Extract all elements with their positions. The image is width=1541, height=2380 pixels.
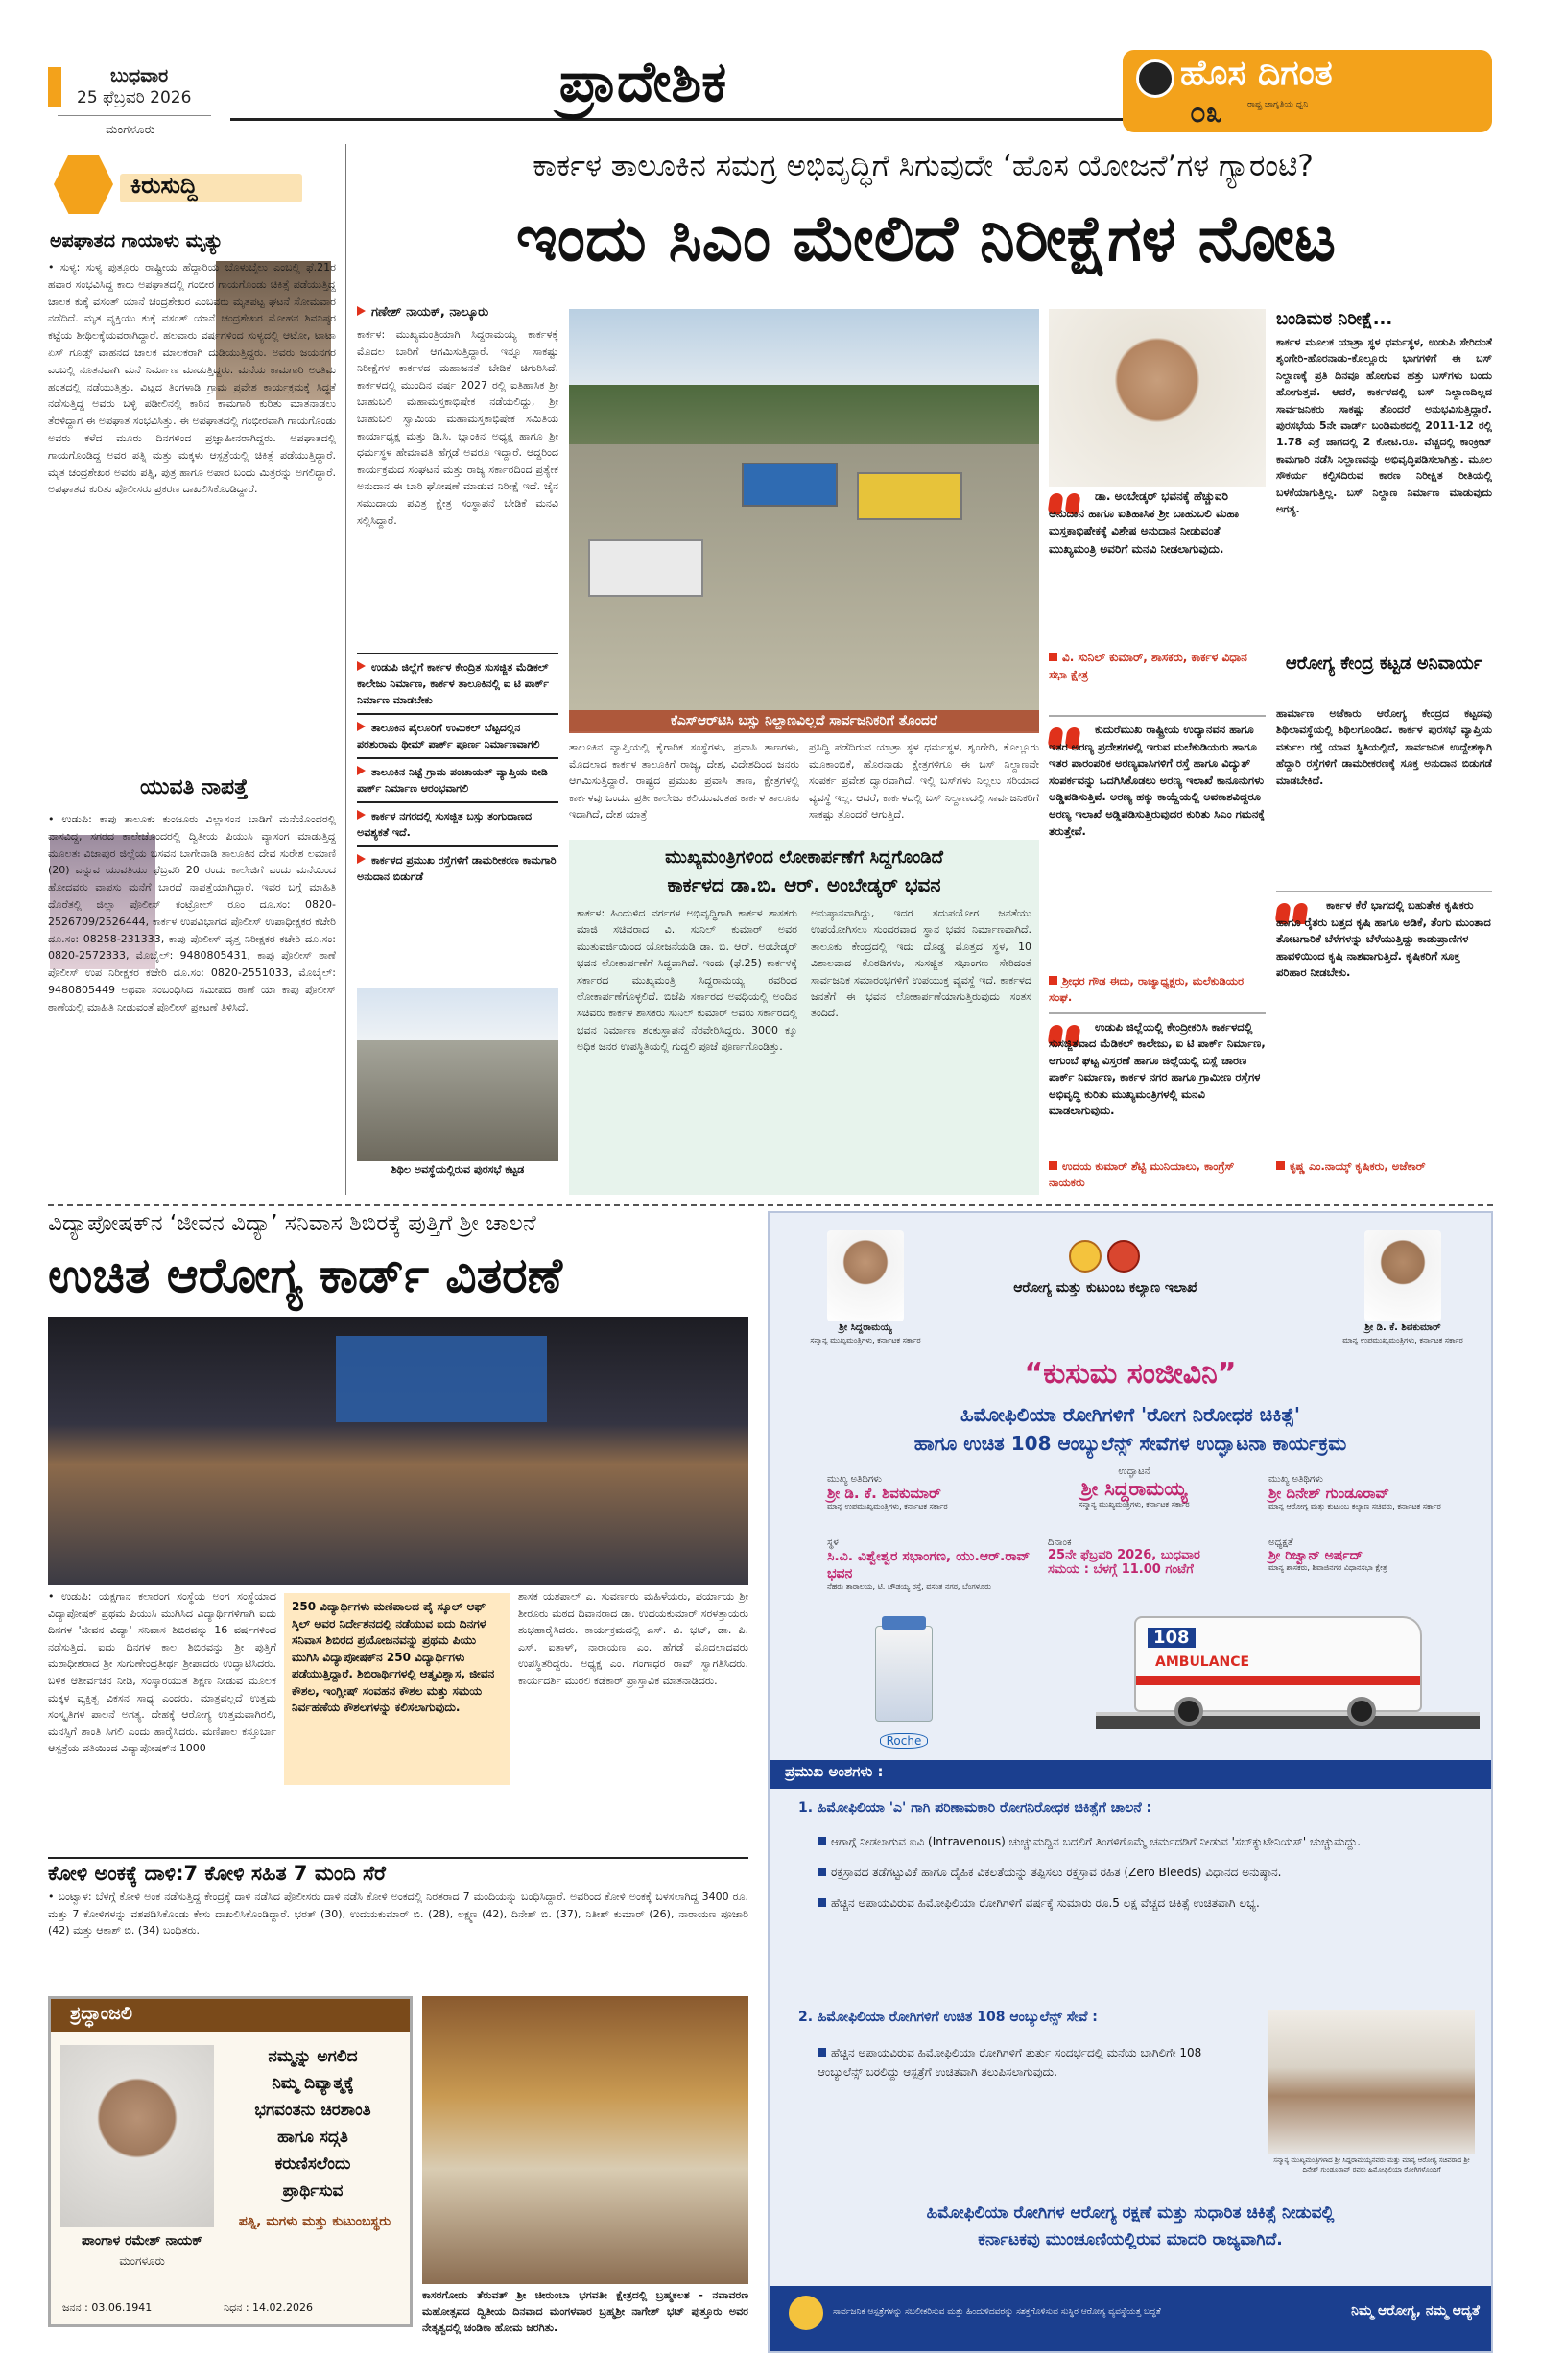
obituary-birth: ಜನನ : 03.06.1941: [62, 2301, 153, 2314]
masthead-rule: [230, 118, 1132, 121]
koli-headline: ಕೋಳಿ ಅಂಕಕ್ಕೆ ದಾಳಿ:7 ಕೋಳಿ ಸಹಿತ 7 ಮಂದಿ ಸೆರೆ: [48, 1862, 386, 1885]
lead-kicker: ಕಾರ್ಕಳ ತಾಲೂಕಿನ ಸಮಗ್ರ ಅಭಿವೃದ್ಧಿಗೆ ಸಿಗುವುದೇ ‘ಹೊಸ ಯೋಜನೆ’ಗಳ ಗ್ಯಾರಂಟಿ?: [533, 149, 1314, 183]
karnataka-emblem-icon: [1069, 1240, 1102, 1273]
ad-bottom-bar: [770, 2286, 1491, 2351]
quote-cm: [1049, 488, 1266, 727]
paper-name: ಹೊಸ ದಿಗಂತ: [1180, 54, 1333, 93]
story2-title: ಯುವತಿ ನಾಪತ್ತೆ: [134, 775, 254, 799]
road-shape: [1096, 1712, 1480, 1729]
temple-ritual-photo: [422, 1996, 748, 2284]
page-number: ೦೩: [1190, 96, 1222, 130]
highlight-1-title: 1. ಹಿಮೋಫಿಲಿಯಾ 'ಎ' ಗಾಗಿ ಪರಿಣಾಮಕಾರಿ ರೋಗನಿರೋಧಕ ಚಿಕಿತ್ಸೆಗೆ ಚಾಲನೆ :: [798, 1800, 1152, 1816]
vidya-box-text: 250 ವಿದ್ಯಾರ್ಥಿಗಳು ಮಣಿಪಾಲದ ಪೈ ಸ್ಕೂಲ್ ಆಫ್ ಸ್ಕಿಲ್ ಅವರ ನಿರ್ದೇಶನದಲ್ಲಿ ನಡೆಯುವ ಐದು ದಿನಗಳ ಸನಿವಾಸ ಶಿಬಿರದ ಪ್ರಯೋಜನವನ್ನು ಪ್ರಥಮ ಪಿಯು ಮುಗಿಸಿ ವಿದ್ಯಾಪೋಷಕ್‌ನ 250 ವಿದ್ಯಾರ್ಥಿಗಳು ಪಡೆಯುತ್ತಿದ್ದಾರೆ. ಶಿಬಿರಾರ್ಥಿಗಳಲ್ಲಿ ಆತ್ಮವಿಶ್ವಾಸ, ಜೀವನ ಕೌಶಲ, ಇಂಗ್ಲೀಷ್ ಸಂವಹನ ಕೌಶಲ ಮತ್ತು ಸಮಯ ನಿರ್ವಹಣೆಯ ಕೌಶಲಗಳನ್ನು ಕಲಿಸಲಾಗುವುದು.: [292, 1600, 495, 1714]
venue: [827, 1537, 1038, 1592]
quote-2: [1049, 722, 1266, 1010]
chief-guest-label: ಮುಖ್ಯ ಅತಿಥಿಗಳು: [827, 1474, 882, 1485]
vidya-kicker: ವಿದ್ಯಾಪೋಷಕ್‌ನ ‘ಜೀವನ ವಿದ್ಯಾ’ ಸನಿವಾಸ ಶಿಬಿರಕ್ಕೆ ಪುತ್ತಿಗೆ ಶ್ರೀ ಚಾಲನೆ: [48, 1211, 536, 1236]
bus-shape: [857, 472, 962, 520]
obituary-family: ಪತ್ನಿ, ಮಗಳು ಮತ್ತು ಕುಟುಂಬಸ್ಥರು: [238, 2214, 391, 2229]
story1-body: • ಸುಳ್ಯ: ಸುಳ್ಯ ಪುತ್ತೂರು ರಾಷ್ಟ್ರೀಯ ಹೆದ್ದಾರಿಯ ಬೊಳುಬೈಲು ಎಂಬಲ್ಲಿ ಫೆ.21ರ ಹವಾರ ಸಂಭವಿಸಿದ್ದ ಕಾರು ಅಪಘಾತದಲ್ಲಿ ಗಂಭೀರ ಗಾಯಗೊಂಡು ಚಿಕಿತ್ಸೆ ಪಡೆಯುತ್ತಿದ್ದ ಚಾಲಕ ಕುಕ್ಕೆ ವಸಂತ್ ಯಾನೆ ಚಂದ್ರಶೇಖರ ಎಂಬವರು ಮೃತಪಟ್ಟ ಘಟನೆ ಸೋಮವಾರ ನಡೆದಿದೆ. ಮೃತ ವ್ಯಕ್ತಿಯು ಕುಕ್ಕೆ ವಸಂತ್ ಯಾನೆ ಚಂದ್ರಶೇಖರ ಮೋಹನ ಶಿವನಿಷ್ಠರ ಕಟ್ಟೆಯ ಶೀಥಿಲಕ್ಕೆಯವರಾಗಿದ್ದಾರೆ. ಹಲವಾರು ವರ್ಷಗಳಿಂದ ಸುಳ್ಯದಲ್ಲಿ ಆಟೋ, ಟಾಟಾ ಏಸ್ ಗೂಡ್ಸ್ ವಾಹನದ ಚಾಲಕ ಮಾಲಕರಾಗಿ ದುಡಿಯುತ್ತಿದ್ದರು. ಅವರು ಜಯನಗರ ಎಂಬಲ್ಲಿ ನೂತನವಾಗಿ ಮನೆ ನಿರ್ಮಾಣ ಮಾಡುತ್ತಿದ್ದರು. ಮನೆಯ ಕಾಮಗಾರಿ ಅಂತಿಮ ಹಂತದಲ್ಲಿ ನಡೆಯುತ್ತಿತ್ತು. ವಿಟ್ಲದ ತಿಂಗಳಾಡಿ ಗ್ರಾಮ ಪ್ರವೇಶ ಕಾರ್ಯಕ್ರಮಕ್ಕೆ ಸಿದ್ಧತೆ ನಡೆಸುತ್ತಿದ್ದ ಅವರು ಬಳ್ಳಿ ಪಡೀಲಿನಲ್ಲಿ ಕಾರಿನ ಕಾಮಗಾರಿ ಕುರಿತು ಮಾತನಾಡಲು ತೆರಳಿದ್ದಾಗ ಈ ಅಪಘಾತ ಸಂಭವಿಸಿತ್ತು. ಈ ಅಪಘಾತದಲ್ಲಿ ಗಂಭೀರವಾಗಿ ಗಾಯಗೊಂಡು ಅವರು ಕಳೆದ ಮೂರು ದಿನಗಳಿಂದ ಪ್ರಜ್ಞಾಹೀನರಾಗಿದ್ದರು. ಅಪಘಾತದಲ್ಲಿ ಗಾಯಗೊಂಡಿದ್ದ ಅವರ ಪತ್ನಿ ಮತ್ತು ಮಕ್ಕಳು ಆಸ್ಪತ್ರೆಯಲ್ಲಿ ಚಿಕಿತ್ಸೆ ಪಡೆಯುತ್ತಿದ್ದಾರೆ. ಮೃತ ಚಂದ್ರಶೇಖರ ಅವರು ಪತ್ನಿ, ಪುತ್ರ ಹಾಗೂ ಅಪಾರ ಬಂಧು ಮಿತ್ರರನ್ನು ಅಗಲಿದ್ದಾರೆ. ಅಪಘಾತದ ಕುರಿತು ಪೊಲೀಸರು ಪ್ರಕರಣ ದಾಖಲಿಸಿಕೊಂಡಿದ್ದಾರೆ.: [48, 261, 336, 496]
bus-caption: ಕೆಎಸ್‌ಆರ್‌ಟಿಸಿ ಬಸ್ಸು ನಿಲ್ದಾಣವಿಲ್ಲದೆ ಸಾರ್ವಜನಿಕರಿಗೆ ತೊಂದರೆ: [671, 713, 937, 728]
vidya-box: [284, 1593, 510, 1785]
ambulance-label: AMBULANCE: [1155, 1654, 1250, 1670]
inaug-title: ಸನ್ಮಾನ್ಯ ಮುಖ್ಯಮಂತ್ರಿಗಳು, ಕರ್ನಾಟಕ ಸರ್ಕಾರ: [1079, 1500, 1190, 1509]
story2-body: • ಉಡುಪಿ: ಕಾಪು ತಾಲೂಕು ಕುಂಜೂರು ವಿಲ್ಲಾಸಂನ ಬಾಡಿಗೆ ಮನೆಯೊಂದರಲ್ಲಿ ವಾಸವಿದ್ದ, ಸಗರದ ಕಾಲೇಜೊಂದರಲ್ಲಿ ದ್ವಿತೀಯ ಪಿಯುಸಿ ವ್ಯಾಸಂಗ ಮಾಡುತ್ತಿದ್ದ ಮೂಲತಃ ವಿಜಾಪುರ ಜಿಲ್ಲೆಯ ಬಸವನ ಬಾಗೇವಾಡಿ ತಾಲೂಕಿನ ದೇವ ಸುರೇಶ ಲಮಾಣಿ (20) ಎನ್ನುವ ಯುವತಿಯು ಫೆಬ್ರವರಿ 20 ರಂದು ಕಾಲೇಜಿಗೆ ಎಂದು ಮನೆಯಿಂದ ಹೋದವರು ವಾಪಸು ಮನೆಗೆ ಬಾರದೆ ನಾಪತ್ತೆಯಾಗಿದ್ದಾರೆ. ಇವರ ಬಗ್ಗೆ ಮಾಹಿತಿ ದೊರೆತಲ್ಲಿ ಜಿಲ್ಲಾ ಪೊಲೀಸ್ ಕಂಟ್ರೋಲ್ ರೂಂ ದೂ.ಸಂ: 0820-2526709/2526444, ಕಾರ್ಕಳ ಉಪವಿಭಾಗದ ಪೊಲೀಸ್ ಉಪಾಧೀಕ್ಷಕರ ಕಚೇರಿ ದೂ.ಸಂ: 08258-231333, ಕಾಪು ಪೊಲೀಸ್ ವೃತ್ತ ನಿರೀಕ್ಷಕರ ಕಚೇರಿ ದೂ.ಸಂ: 0820-2572333, ಮೊಬೈಲ್: 9480805431, ಕಾಪು ಪೊಲೀಸ್ ಠಾಣೆ ಪೊಲೀಸ್ ಉಪ ನಿರೀಕ್ಷಕರ ಕಚೇರಿ ದೂ.ಸಂ: 0820-2551033, ಮೊಬೈಲ್: 9480805449 ಅಥವಾ ಸಂಬಂಧಿಸಿದ ಸಮೀಪದ ಠಾಣೆ ಯಾ ಕಾಪು ಪೊಲೀಸ್ ಠಾಣೆಯಲ್ಲಿ ಮಾಹಿತಿ ನೀಡುವಂತೆ ಪೊಲೀಸ್ ಪ್ರಕಟಣೆ ತಿಳಿಸಿದೆ.: [48, 813, 336, 1013]
bus-shape: [588, 539, 703, 597]
cm-portrait-photo: [1049, 309, 1266, 487]
highlight-point: ಆಗಾಗ್ಗೆ ನೀಡಲಾಗುವ ಐವಿ (Intravenous) ಚುಚ್ಚುಮದ್ದಿನ ಬದಲಿಗೆ ತಿಂಗಳಿಗೊಮ್ಮೆ ಚರ್ಮದಡಿಗೆ ನೀಡುವ 'ಸಬ್‌ಕ್ಯುಟೇನಿಯಸ್' ಚುಚ್ಚುಮದ್ದು.: [818, 1832, 1451, 1851]
chief-guest-1: [827, 1474, 1038, 1511]
hand-icon: [54, 155, 113, 214]
health-dept-emblem-icon: [1107, 1240, 1140, 1273]
section-divider: [48, 1204, 1493, 1206]
lead-col2: ತಾಲೂಕಿನ ವ್ಯಾಪ್ತಿಯಲ್ಲಿ ಕೈಗಾರಿಕ ಸಂಸ್ಥೆಗಳು, ಪ್ರವಾಸಿ ತಾಣಗಳು, ಮೊದಲಾದ ಕಾರ್ಕಳ ತಾಲೂಕಿಗೆ ರಾಜ್ಯ, ದೇಶ, ವಿದೇಶದಿಂದ ಜನರು ಆಗಮಿಸುತ್ತಿದ್ದಾರೆ. ರಾಷ್ಟ್ರದ ಪ್ರಮುಖ ಪ್ರವಾಸಿ ತಾಣ, ಕ್ಷೇತ್ರಗಳಲ್ಲಿ ಕಾರ್ಕಳವು ಒಂದು. ಪ್ರತೀ ಕಾಲೇಜು ಕಲಿಯುವಂತಹ ಕಾರ್ಕಳ ತಾಲೂಕು ಇದಾಗಿದೆ, ದೇಶ ಯಾತ್ರೆ: [569, 741, 799, 821]
byline-arrow-icon: [357, 306, 366, 316]
ad-subtitle2: ಹಾಗೂ ಉಚಿತ 108 ಆಂಬ್ಯುಲೆನ್ಸ್ ಸೇವೆಗಳ ಉದ್ಘಾಟನಾ ಕಾರ್ಯಕ್ರಮ: [913, 1432, 1347, 1455]
vial-brand: Roche: [880, 1733, 928, 1749]
right-col-body2: ಹಾರ್ಮಾಣ ಅಜೆಕಾರು ಆರೋಗ್ಯ ಕೇಂದ್ರದ ಕಟ್ಟಡವು ಶಿಥಿಲಾವಸ್ಥೆಯಲ್ಲಿ ಶಿಥಿಲಗೊಂಡಿದೆ. ಕಾರ್ಕಳ ಪುರಸಭೆ ವ್ಯಾಪ್ತಿಯ ವರ್ತುಲ ರಸ್ತೆ ಯಾವ ಸ್ಥಿತಿಯಲ್ಲಿದೆ, ಸಾರ್ವಜನಿಕ ಉದ್ದೇಶಕ್ಕಾಗಿ ಹೆದ್ದಾರಿ ರಸ್ತೆಗಳಿಗೆ ಡಾಮರೀಕರಣಕ್ಕೆ ಸೂಕ್ತ ಅನುದಾನ ಬಿಡುಗಡೆ ಮಾಡಬೇಕಿದೆ.: [1276, 707, 1492, 787]
demand-item: ಕಾರ್ಕಳದ ಪ್ರಮುಖ ರಸ್ತೆಗಳಿಗೆ ಡಾಮರೀಕರಣ ಕಾಮಗಾರಿ ಅನುದಾನ ಬಿಡುಗಡೆ: [357, 845, 558, 890]
orange-tab: [48, 67, 61, 107]
building-photo: [357, 988, 558, 1161]
ad-footer-2: ಕರ್ನಾಟಕವು ಮುಂಚೂಣಿಯಲ್ಲಿರುವ ಮಾದರಿ ರಾಜ್ಯವಾಗಿದೆ.: [978, 2230, 1283, 2249]
issue-date: 25 ಫೆಬ್ರವರಿ 2026: [77, 88, 192, 107]
ad-leaders-photo: [1268, 2010, 1475, 2154]
ambedkar-col1: ಕಾರ್ಕಳ: ಹಿಂದುಳಿದ ವರ್ಗಗಳ ಅಭಿವೃದ್ಧಿಗಾಗಿ ಕಾರ್ಕಳ ಶಾಸಕರು ಮಾಜಿ ಸಚಿವರಾದ ವಿ. ಸುನಿಲ್ ಕುಮಾರ್ ಅವರ ಮುತುವರ್ಜಿಯಿಂದ ಯೋಜನೆಯಡಿ ಡಾ. ಬಿ. ಆರ್. ಅಂಬೇಡ್ಕರ್ ಭವನ ಲೋಕಾರ್ಪಣೆಗೆ ಸಿದ್ಧವಾಗಿದೆ. ಇಂದು (ಫೆ.25) ಕಾರ್ಕಳಕ್ಕೆ ಸರ್ಕಾರದ ಮುಖ್ಯಮಂತ್ರಿ ಸಿದ್ದರಾಮಯ್ಯ ರವರಿಂದ ಲೋಕಾರ್ಪಣೆಗೊಳ್ಳಲಿದೆ. ಬಿಜೆಪಿ ಸರ್ಕಾರದ ಅವಧಿಯಲ್ಲಿ ಅಂದಿನ ಸಚಿವರು ಕಾರ್ಕಳ ಶಾಸಕರು ಸುನಿಲ್ ಕುಮಾರ್ ಅವರು ಸರ್ಕಾರದಲ್ಲಿ ಭವನ ನಿರ್ಮಾಣ ಶಂಕುಸ್ಥಾಪನೆ ನೆರವೇರಿಸಿದ್ದರು. 3000 ಕ್ಕೂ ಅಧಿಕ ಜನರ ಉಪಸ್ಥಿತಿಯಲ್ಲಿ ಗುದ್ದಲಿ ಪೂಜೆ ಪೂರ್ಣಗೊಂಡಿತ್ತು.: [577, 907, 797, 1054]
chief-guest-2: [1268, 1474, 1480, 1511]
ad-footer-1: ಹಿಮೋಫಿಲಿಯಾ ರೋಗಿಗಳ ಆರೋಗ್ಯ ರಕ್ಷಣೆ ಮತ್ತು ಸುಧಾರಿತ ಚಿಕಿತ್ಸೆ ನೀಡುವಲ್ಲಿ: [926, 2203, 1335, 2223]
byline-text: ಗಣೇಶ್ ನಾಯಕ್, ನಾಲ್ಕೂರು: [371, 305, 489, 320]
highlight-point: ಹೆಚ್ಚಿನ ಅಪಾಯವಿರುವ ಹಿಮೋಫಿಲಿಯಾ ರೋಗಿಗಳಿಗೆ ವರ್ಷಕ್ಕೆ ಸುಮಾರು ರೂ.5 ಲಕ್ಷ ವೆಚ್ಚದ ಚಿಕಿತ್ಸೆ ಉಚಿತವಾಗಿ ಲಭ್ಯ.: [818, 1893, 1451, 1913]
section-title: ಪ್ರಾದೇಶಿಕ: [558, 49, 727, 114]
ambedkar-col2: ಅನುಷ್ಠಾನವಾಗಿದ್ದು, ಇದರ ಸದುಪಯೋಗ ಜನತೆಯು ಉಪಯೋಗಿಸಲು ಸುಂದರವಾದ ಸ್ಥಾನ ಭವನ ನಿರ್ಮಾಣವಾಗಿದೆ. ತಾಲೂಕು ಕೇಂದ್ರದಲ್ಲಿ ಇದು ದೊಡ್ಡ ಮೊತ್ತದ ಸ್ಥಳ, 10 ವಿಶಾಲವಾದ ಕೊಠಡಿಗಳು, ಸುಸಜ್ಜಿತ ಸಭಾಂಗಣ ಸೇರಿದಂತೆ ಸಾರ್ವಜನಿಕ ಸಮಾರಂಭಗಳಿಗೆ ಉಪಯುಕ್ತ ವ್ಯವಸ್ಥೆ ಇದೆ. ಕಾರ್ಕಳದ ಜನತೆಗೆ ಈ ಭವನ ಲೋಕಾರ್ಪಣೆಯಾಗುತ್ತಿರುವುದು ಸಂತಸ ತಂದಿದೆ.: [811, 907, 1031, 1020]
stage-banner: [336, 1336, 547, 1422]
health-ad: [768, 1211, 1493, 2353]
cm-ad-photo: [827, 1230, 904, 1321]
vial-cap-icon: [882, 1616, 926, 1630]
date-label: ದಿನಾಂಕ: [1048, 1537, 1072, 1548]
right-col-title2: ಆರೋಗ್ಯ ಕೇಂದ್ರ ಕಟ್ಟಡ ಅನಿವಾರ್ಯ: [1285, 654, 1483, 674]
time-value: ಸಮಯ : ಬೆಳಗ್ಗೆ 11.00 ಗಂಟೆಗೆ: [1048, 1562, 1194, 1577]
chief-guest-2-name: ಶ್ರೀ ದಿನೇಶ್ ಗುಂಡೂರಾವ್: [1268, 1485, 1390, 1502]
highlight-point: ರಕ್ತಸ್ರಾವದ ತಡೆಗಟ್ಟುವಿಕೆ ಹಾಗೂ ದೈಹಿಕ ವಿಕಲತೆಯನ್ನು ತಪ್ಪಿಸಲು ರಕ್ತಸ್ರಾವ ರಹಿತ (Zero Bleeds) ವಿಧಾನದ ಅನುಷ್ಠಾನ.: [818, 1863, 1451, 1882]
temple-caption: ಕಾಸರಗೋಡು ತೆರುವತ್ ಶ್ರೀ ಚೀರುಂಬಾ ಭಗವತೀ ಕ್ಷೇತ್ರದಲ್ಲಿ ಬ್ರಹ್ಮಕಲಶ - ನವಾವರಣ ಮಹೋತ್ಸವದ ದ್ವಿತೀಯ ದಿನವಾದ ಮಂಗಳವಾರ ಬ್ರಹ್ಮಶ್ರೀ ನಾಗೇಶ್ ಭಟ್ ಪುತ್ತೂರು ಅವರ ನೇತೃತ್ವದಲ್ಲಿ ಚಂಡಿಕಾ ಹೋಮ ಜರಗಿತು.: [422, 2289, 748, 2334]
ad-slogan: ನಿಮ್ಮ ಆರೋಗ್ಯ, ನಮ್ಮ ಆದ್ಯತೆ: [1351, 2303, 1480, 2319]
cm-ad-title: ಸನ್ಮಾನ್ಯ ಮುಖ್ಯಮಂತ್ರಿಗಳು, ಕರ್ನಾಟಕ ಸರ್ಕಾರ: [810, 1336, 921, 1345]
quote-cm-attr: ವಿ. ಸುನಿಲ್ ಕುಮಾರ್, ಶಾಸಕರು, ಕಾರ್ಕಳ ವಿಧಾನ ಸಭಾ ಕ್ಷೇತ್ರ: [1049, 651, 1247, 681]
logo-emblem-icon: [1136, 60, 1174, 98]
paper-logo: [1123, 50, 1492, 132]
ambedkar-box: [569, 840, 1039, 1195]
kirusuddi-column: [48, 144, 338, 1200]
lead-headline: ಇಂದು ಸಿಎಂ ಮೇಲಿದೆ ನಿರೀಕ್ಷೆಗಳ ನೋಟ: [515, 202, 1337, 275]
highlight-2-title: 2. ಹಿಮೋಫಿಲಿಯಾ ರೋಗಿಗಳಿಗೆ ಉಚಿತ 108 ಆಂಬ್ಯುಲೆನ್ಸ್ ಸೇವೆ :: [798, 2010, 1098, 2025]
ad-photo-caption: ಸನ್ಮಾನ್ಯ ಮುಖ್ಯಮಂತ್ರಿಗಳಾದ ಶ್ರೀ ಸಿದ್ದರಾಮಯ್ಯನವರು ಮತ್ತು ಮಾನ್ಯ ಆರೋಗ್ಯ ಸಚಿವರಾದ ಶ್ರೀ ದಿನೇಶ್ ಗುಂಡೂರಾವ್ ರವರು ಹಿಮೋಫಿಲಿಯಾ ರೋಗಿಗಳೊಂದಿಗೆ: [1273, 2156, 1470, 2174]
paper-tagline: ರಾಷ್ಟ್ರ ಜಾಗೃತಿಯ ಧ್ವನಿ: [1247, 100, 1309, 109]
obituary-message: ನಮ್ಮನ್ನು ಅಗಲಿದ ನಿಮ್ಮ ದಿವ್ಯಾತ್ಮಕ್ಕೆ ಭಗವಂತನು ಚಿರಶಾಂತಿ ಹಾಗೂ ಸದ್ಗತಿ ಕರುಣಿಸಲೆಂದು ಪ್ರಾರ್ಥಿಸುವ: [254, 2047, 371, 2201]
venue-name: ಸಿ.ವಿ. ವಿಶ್ವೇಶ್ವರ ಸಭಾಂಗಣ, ಯು.ಆರ್.ರಾವ್ ಭವನ: [827, 1549, 1031, 1582]
quote-4-text: ಕಾರ್ಕಳ ಕೆರೆ ಭಾಗದಲ್ಲಿ ಬಹುತೇಕ ಕೃಷಿಕರು ಹಾಗೂ ರೈತರು ಬತ್ತದ ಕೃಷಿ ಹಾಗೂ ಅಡಿಕೆ, ತೆಂಗು ಮುಂತಾದ ತೋಟಗಾರಿಕೆ ಬೆಳೆಗಳನ್ನು ಬೆಳೆಯುತ್ತಿದ್ದು ಕಾಡುಪ್ರಾಣಿಗಳ ಹಾವಳಿಯಿಂದ ಕೃಷಿ ನಾಶವಾಗುತ್ತಿದೆ. ಕೃಷಿಕರಿಗೆ ಸೂಕ್ತ ಪರಿಹಾರ ನೀಡಬೇಕು.: [1276, 898, 1491, 980]
ad-subtitle1: ಹಿಮೋಫಿಲಿಯಾ ರೋಗಿಗಳಿಗೆ 'ರೋಗ ನಿರೋಧಕ ಚಿಕಿತ್ಸೆ': [960, 1403, 1300, 1426]
demand-item: ಉಡುಪಿ ಜಿಲ್ಲೆಗೆ ಕಾರ್ಕಳ ಕೇಂದ್ರಿತ ಸುಸಜ್ಜಿತ ಮೆಡಿಕಲ್ ಕಾಲೇಜು ನಿರ್ಮಾಣ, ಕಾರ್ಕಳ ತಾಲೂಕಿನಲ್ಲಿ ಐ ಟಿ ಪಾರ್ಕ್ ನಿರ್ಮಾಣ ಮಾಡಬೇಕು: [357, 653, 558, 713]
ambulance-number: 108: [1148, 1628, 1196, 1648]
quote-3-text: ಉಡುಪಿ ಜಿಲ್ಲೆಯಲ್ಲಿ ಕೇಂದ್ರೀಕರಿಸಿ ಕಾರ್ಕಳದಲ್ಲಿ ಸುಸಜ್ಜಿತವಾದ ಮೆಡಿಕಲ್ ಕಾಲೇಜು, ಐ ಟಿ ಪಾರ್ಕ್ ನಿರ್ಮಾಣ, ಆಗುಂಬೆ ಘಟ್ಟ ವಿಸ್ತರಣೆ ಹಾಗೂ ಜಿಲ್ಲೆಯಲ್ಲಿ ಬಿಸ್ಲೆ ಚಾರಣ ಪಾರ್ಕ್ ನಿರ್ಮಾಣ, ಕಾರ್ಕಳ ನಗರ ಹಾಗೂ ಗ್ರಾಮೀಣ ರಸ್ತೆಗಳ ಅಭಿವೃದ್ಧಿ ಕುರಿತು ಮುಖ್ಯಮಂತ್ರಿಗಳಲ್ಲಿ ಮನವಿ ಮಾಡಲಾಗುವುದು.: [1049, 1020, 1266, 1118]
quote-3-attr: ಉದಯ ಕುಮಾರ್ ಶೆಟ್ಟಿ ಮುನಿಯಾಲು, ಕಾಂಗ್ರೆಸ್ ನಾಯಕರು: [1049, 1159, 1235, 1189]
date-value: 25ನೇ ಫೆಬ್ರವರಿ 2026, ಬುಧವಾರ: [1048, 1548, 1200, 1562]
obituary-name: ಪಾಂಗಾಳ ರಮೇಶ್ ನಾಯಕ್: [81, 2233, 203, 2249]
demand-item: ತಾಲೂಕಿನ ನಿಟ್ಟೆ ಗ್ರಾಮ ಪಂಚಾಯತ್ ವ್ಯಾಪ್ತಿಯ ಬೀಡಿ ಪಾರ್ಕ್ ನಿರ್ಮಾಣ ಆರಂಭವಾಗಲಿ: [357, 757, 558, 801]
chief-guest-2-title: ಮಾನ್ಯ ಆರೋಗ್ಯ ಮತ್ತು ಕುಟುಂಬ ಕಲ್ಯಾಣ ಸಚಿವರು, ಕರ್ನಾಟಕ ಸರ್ಕಾರ: [1268, 1502, 1441, 1511]
chief-guest-label: ಮುಖ್ಯ ಅತಿಥಿಗಳು: [1268, 1474, 1323, 1485]
vidya-event-photo: [48, 1317, 748, 1585]
presiding-name: ಶ್ರೀ ರಿಜ್ವಾನ್ ಅರ್ಷದ್: [1268, 1548, 1363, 1563]
inaug-label: ಉದ್ಘಾಟನೆ: [1118, 1466, 1150, 1477]
vidya-col1: • ಉಡುಪಿ: ಯಕ್ಷಗಾನ ಕಲಾರಂಗ ಸಂಸ್ಥೆಯ ಅಂಗ ಸಂಸ್ಥೆಯಾದ ವಿದ್ಯಾಪೋಷಕ್ ಪ್ರಥಮ ಪಿಯುಸಿ ಮುಗಿಸಿದ ವಿದ್ಯಾರ್ಥಿಗಳಿಗಾಗಿ ಐದು ದಿನಗಳ 'ಜೀವನ ವಿದ್ಯಾ' ಸನಿವಾಸ ಶಿಬಿರವನ್ನು 16 ವರ್ಷಗಳಿಂದ ನಡೆಸುತ್ತಿದೆ. ಐದು ದಿನಗಳ ಕಾಲ ಶಿಬಿರವನ್ನು ಶ್ರೀ ಪುತ್ತಿಗೆ ಮಠಾಧೀಶರಾದ ಶ್ರೀ ಸುಗುಣೇಂದ್ರತೀರ್ಥ ಶ್ರೀಪಾದರು ಉದ್ಘಾಟಿಸಿದರು. ಬಳಿಕ ಆಶೀರ್ವಚನ ನೀಡಿ, ಸಂಸ್ಕಾರಯುತ ಶಿಕ್ಷಣ ನೀಡುವ ಮೂಲಕ ಮಕ್ಕಳ ವ್ಯಕ್ತಿತ್ವ ವಿಕಸನ ಸಾಧ್ಯ ಎಂದರು. ಮಾತ್ರವಲ್ಲದೆ ಉತ್ತಮ ಸಂಸ್ಕೃತಿಗಳ ಪಾಲನೆ ಅಗತ್ಯ. ದೇಹಕ್ಕೆ ಆರೋಗ್ಯ ಉತ್ತಮವಾಗಿರಲಿ, ಮನಸ್ಸಿಗೆ ಶಾಂತಿ ಸಿಗಲಿ ಎಂದು ಹಾರೈಸಿದರು. ಮಣಿಪಾಲ ಕಸ್ತೂರ್ಬಾ ಆಸ್ಪತ್ರೆಯ ವತಿಯಿಂದ ವಿದ್ಯಾಪೋಷಕ್‌ನ 1000: [48, 1590, 276, 1755]
kirusuddi-badge: [48, 149, 336, 226]
event-date: [1048, 1537, 1240, 1577]
venue-sub: ನೆಹರು ತಾರಾಲಯ, ಟಿ. ಚೌಡಯ್ಯ ರಸ್ತೆ, ವಸಂತ ನಗರ, ಬೆಂಗಳೂರು: [827, 1583, 991, 1591]
building-caption: ಶಿಥಿಲ ಅವಸ್ಥೆಯಲ್ಲಿರುವ ಪುರಸಭೆ ಕಟ್ಟಡ: [391, 1163, 525, 1176]
highlight-2-list: [818, 2043, 1240, 2082]
ambulance-stripe: [1136, 1676, 1420, 1685]
lead-col3: ಪ್ರಸಿದ್ಧಿ ಪಡೆದಿರುವ ಯಾತ್ರಾ ಸ್ಥಳ ಧರ್ಮಸ್ಥಳ, ಶೃಂಗೇರಿ, ಕೊಲ್ಲೂರು ಮೂಕಾಂಬಿಕೆ, ಹೊರನಾಡು ಕ್ಷೇತ್ರಗಳಿಗೂ ಈ ಬಸ್ ನಿಲ್ದಾಣವೇ ಸಂಪರ್ಕ ಪ್ರವೇಶ ದ್ವಾರವಾಗಿದೆ. ಇಲ್ಲಿ ಬಸ್‌ಗಳು ನಿಲ್ಲಲು ಸರಿಯಾದ ವ್ಯವಸ್ಥೆ ಇಲ್ಲ. ಆದರೆ, ಕಾರ್ಕಳದಲ್ಲಿ ಬಸ್ ನಿಲ್ದಾಣದಲ್ಲಿ ಸಾರ್ವಜನಿಕರಿಗೆ ಸಾಕಷ್ಟು ತೊಂದರೆ ಆಗುತ್ತಿದೆ.: [809, 741, 1039, 821]
vidya-col3: ಶಾಸಕ ಯಶಪಾಲ್ ಎ. ಸುವರ್ಣರು ಮಹಿಳೆಯರು, ಪರ್ಯಾಯ ಶ್ರೀ ಶೀರೂರು ಮಠದ ದಿವಾನರಾದ ಡಾ. ಉದಯಕುಮಾರ್ ಸರಳತ್ತಾಯರು ಶುಭಹಾರೈಸಿದರು. ಕಾರ್ಯಕ್ರಮದಲ್ಲಿ ಎಸ್. ವಿ. ಭಟ್, ಡಾ. ಪಿ. ಎಸ್. ಐತಾಳ್, ನಾರಾಯಣ ಎಂ. ಹೆಗಡೆ ಮೊದಲಾದವರು ಉಪಸ್ಥಿತರಿದ್ದರು. ಅಧ್ಯಕ್ಷ ಎಂ. ಗಂಗಾಧರ ರಾವ್ ಸ್ವಾಗತಿಸಿದರು. ಕಾರ್ಯದರ್ಶಿ ಮುರಲಿ ಕಡೆಕಾರ್ ಪ್ರಾಸ್ತಾವಿಕ ಮಾತನಾಡಿದರು.: [518, 1590, 748, 1687]
koli-body: • ಬಂಟ್ವಾಳ: ಬೆಳಗ್ಗೆ ಕೋಳಿ ಅಂಕ ನಡೆಸುತ್ತಿದ್ದ ಕೇಂದ್ರಕ್ಕೆ ದಾಳಿ ನಡೆಸಿದ ಪೊಲೀಸರು ದಾಳಿ ನಡೆಸಿ ಕೋಳಿ ಅಂಕದಲ್ಲಿ ನಿರತರಾದ 7 ಮಂದಿಯನ್ನು ಬಂಧಿಸಿದ್ದಾರೆ. ಅವರಿಂದ ಕೋಳಿ ಅಂಕಕ್ಕೆ ಬಳಸಲಾಗಿದ್ದ 3400 ರೂ. ಮತ್ತು 7 ಕೋಳಿಗಳನ್ನು ವಶಪಡಿಸಿಕೊಂಡು ಕೇಸು ದಾಖಲಿಸಿಕೊಂಡಿದ್ದಾರೆ. ಭರತ್ (30), ಉದಯಕುಮಾರ್ ಬಿ. (28), ಲಕ್ಷ್ಮಣ (42), ದಿನೇಶ್ ಬಿ. (37), ನಿತೀಶ್ ಕುಮಾರ್ (26), ನಾರಾಯಣ ಪೂಜಾರಿ (42) ಮತ್ತು ಆಕಾಶ್ ಬಿ. (34) ಬಂಧಿತರು.: [48, 1891, 748, 1938]
quote-cm-text: ಡಾ. ಅಂಬೇಡ್ಕರ್ ಭವನಕ್ಕೆ ಹೆಚ್ಚುವರಿ ಅನುದಾನ ಹಾಗೂ ಐತಿಹಾಸಿಕ ಶ್ರೀ ಬಾಹುಬಲಿ ಮಹಾ ಮಸ್ತಕಾಭಿಷೇಕಕ್ಕೆ ವಿಶೇಷ ಅನುದಾನ ನೀಡುವಂತೆ ಮುಖ್ಯಮಂತ್ರಿ ಅವರಿಗೆ ಮನವಿ ನೀಡಲಾಗುವುದು.: [1049, 489, 1239, 556]
presiding: [1268, 1537, 1480, 1573]
inauguration: [1029, 1466, 1240, 1510]
ad-title: “ಕುಸುಮ ಸಂಜೀವಿನಿ”: [1024, 1357, 1237, 1391]
badge-label: ಕಿರುಸುದ್ದಿ: [130, 172, 198, 199]
issue-city: ಮಂಗಳೂರು: [106, 123, 155, 137]
lead-demands-list: [357, 653, 558, 890]
obituary-death: ನಿಧನ : 14.02.2026: [224, 2301, 314, 2314]
quote-2-attr: ಶ್ರೀಧರ ಗೌಡ ಈದು, ರಾಜ್ಯಾಧ್ಯಕ್ಷರು, ಮಲೆಕುಡಿಯರ ಸಂಘ.: [1049, 974, 1245, 1004]
lead-col1: ಕಾರ್ಕಳ: ಮುಖ್ಯಮಂತ್ರಿಯಾಗಿ ಸಿದ್ದರಾಮಯ್ಯ ಕಾರ್ಕಳಕ್ಕೆ ಮೊದಲ ಬಾರಿಗೆ ಆಗಮಿಸುತ್ತಿದ್ದಾರೆ. ಇನ್ನೂ ಸಾಕಷ್ಟು ನಿರೀಕ್ಷೆಗಳ ಕಾರ್ಕಳದ ಮಹಾಜನತೆ ಬೇಡಿಕೆ ಚಿಗುರಿಸಿದೆ. ಕಾರ್ಕಳದಲ್ಲಿ ಮುಂದಿನ ವರ್ಷ 2027 ರಲ್ಲಿ ಐತಿಹಾಸಿಕ ಶ್ರೀ ಬಾಹುಬಲಿ ಮಹಾಮಸ್ತಕಾಭಿಷೇಕ ನಡೆಯಲಿದ್ದು, ಶ್ರೀ ಬಾಹುಬಲಿ ಸ್ವಾಮಿಯ ಮಹಾಮಸ್ತಕಾಭಿಷೇಕ ಸಮಿತಿಯ ಕಾರ್ಯಾಧ್ಯಕ್ಷ ಮತ್ತು ಡಿ.ಸಿ. ಬ್ಲಾಂಕಿನ ಅಧ್ಯಕ್ಷ ಹಾಗೂ ಶ್ರೀ ಧರ್ಮಸ್ಥಳ ಹೇಮಾವತಿ ಹೆಗ್ಗಡೆ ಅವರೂ ಇದ್ದಾರೆ. ಆದ್ದರಿಂದ ಕಾರ್ಯಕ್ರಮದ ಸಂಘಟನೆ ಮತ್ತು ರಾಜ್ಯ ಸರ್ಕಾರದಿಂದ ಪ್ರತ್ಯೇಕ ಅನುದಾನ ಈ ಬಾರಿ ಘೋಷಣೆ ಮಾಡುವ ನಿರೀಕ್ಷೆ ಇದೆ. ಜೈನ ಸಮುದಾಯ ಪವಿತ್ರ ಕ್ಷೇತ್ರ ಸಂಸ್ಥಾಪನೆ ಬೇಡಿಕೆ ಮನವಿ ಸಲ್ಲಿಸಿದ್ದಾರೆ.: [357, 328, 558, 527]
presiding-title: ಮಾನ್ಯ ಶಾಸಕರು, ಶಿವಾಜಿನಗರ ವಿಧಾನಸಭಾ ಕ್ಷೇತ್ರ: [1268, 1563, 1387, 1572]
chief-guest-1-name: ಶ್ರೀ ಡಿ. ಕೆ. ಶಿವಕುಮಾರ್: [827, 1485, 941, 1502]
dcm-ad-name: ಶ್ರೀ ಡಿ. ಕೆ. ಶಿವಕುಮಾರ್: [1364, 1322, 1441, 1333]
dept-name: ಆರೋಗ್ಯ ಮತ್ತು ಕುಟುಂಬ ಕಲ್ಯಾಣ ಇಲಾಖೆ: [1013, 1280, 1197, 1296]
highlight-point: ಹೆಚ್ಚಿನ ಅಪಾಯವಿರುವ ಹಿಮೋಫಿಲಿಯಾ ರೋಗಿಗಳಿಗೆ ತುರ್ತು ಸಂದರ್ಭದಲ್ಲಿ ಮನೆಯ ಬಾಗಿಲಿಗೇ 108 ಆಂಬ್ಯುಲೆನ್ಸ್ ಬರಲಿದ್ದು ಆಸ್ಪತ್ರೆಗೆ ಉಚಿತವಾಗಿ ತಲುಪಿಸಲಾಗುವುದು.: [818, 2046, 1202, 2079]
quote-4-attr: ಕೃಷ್ಣ ಎಂ.ನಾಯ್ಕ್ ಕೃಷಿಕರು, ಅಜೆಕಾರ್: [1276, 1158, 1492, 1175]
quote-4: [1276, 897, 1492, 1195]
highlights-label: ಪ್ರಮುಖ ಅಂಶಗಳು :: [785, 1763, 884, 1780]
ambedkar-headline: ಕಾರ್ಕಳದ ಡಾ.ಬಿ. ಆರ್. ಅಂಬೇಡ್ಕರ್ ಭವನ: [667, 873, 941, 896]
obituary-place: ಮಂಗಳೂರು: [119, 2254, 165, 2268]
ambulance-icon: [1134, 1616, 1422, 1712]
demand-item: ಕಾರ್ಕಳ ನಗರದಲ್ಲಿ ಸುಸಜ್ಜಿತ ಬಸ್ಸು ತಂಗುದಾಣದ ಅವಶ್ಯಕತೆ ಇದೆ.: [357, 801, 558, 845]
dcm-ad-photo: [1364, 1230, 1441, 1321]
ambedkar-kicker: ಮುಖ್ಯಮಂತ್ರಿಗಳಿಂದ ಲೋಕಾರ್ಪಣೆಗೆ ಸಿದ್ದಗೊಂಡಿದೆ: [665, 847, 943, 868]
dcm-ad-title: ಮಾನ್ಯ ಉಪಮುಖ್ಯಮಂತ್ರಿಗಳು, ಕರ್ನಾಟಕ ಸರ್ಕಾರ: [1342, 1336, 1463, 1345]
inaug-name: ಶ್ರೀ ಸಿದ್ದರಾಮಯ್ಯ: [1080, 1477, 1188, 1500]
right-col-body: ಕಾರ್ಕಳ ಮೂಲಕ ಯಾತ್ರಾ ಸ್ಥಳ ಧರ್ಮಸ್ಥಳ, ಉಡುಪಿ ಸೇರಿದಂತೆ ಶೃಂಗೇರಿ-ಹೊರನಾಡು-ಕೊಲ್ಲೂರು ಭಾಗಗಳಿಗೆ ಈ ಬಸ್ ನಿಲ್ದಾಣಕ್ಕೆ ಪ್ರತಿ ದಿನವೂ ಹೋಗುವ ಹತ್ತು ಬಸ್‌ಗಳು ಬಂದು ಹೋಗುತ್ತವೆ. ಆದರೆ, ಕಾರ್ಕಳದಲ್ಲಿ ಬಸ್ ನಿಲ್ದಾಣದಿಲ್ಲದ ಸಾರ್ವಜನಿಕರು ಸಾಕಷ್ಟು ತೊಂದರೆ ಅನುಭವಿಸುತ್ತಿದ್ದಾರೆ. ಪುರಸಭೆಯ 5ನೇ ವಾರ್ಡ್ ಬಂಡಿಮಠದಲ್ಲಿ 2011-12 ರಲ್ಲಿ 1.78 ಎಕ್ರೆ ಜಾಗದಲ್ಲಿ 2 ಕೋಟಿ.ರೂ. ವೆಚ್ಚದಲ್ಲಿ ಕಾಂಕ್ರೀಟ್ ಕಾಮಗಾರಿ ನಡೆಸಿ ನಿಲ್ದಾಣವನ್ನು ಅಭಿವೃದ್ಧಿಪಡಿಸಲಾಗಿತ್ತು. ಮೂಲ ಸೌಕರ್ಯ ಕಲ್ಪಿಸದಿರುವ ಕಾರಣ ನಿರೀಕ್ಷಿತ ರೀತಿಯಲ್ಲಿ ಬಳಕೆಯಾಗುತ್ತಿಲ್ಲ. ಬಸ್ ನಿಲ್ದಾಣ ನಿರ್ಮಾಣ ಮಾಡುವುದು ಅಗತ್ಯ.: [1276, 336, 1492, 516]
demand-item: ತಾಲೂಕಿನ ಪೈಲೂರಿಗೆ ಉಮಿಕಲ್ ಬೆಟ್ಟದಲ್ಲಿನ ಪರಶುರಾಮ ಥೀಮ್ ಪಾರ್ಕ್ ಪೂರ್ಣ ನಿರ್ಮಾಣವಾಗಲಿ: [357, 713, 558, 757]
issue-day: ಬುಧವಾರ: [110, 65, 169, 86]
wheel-icon: [1174, 1697, 1203, 1726]
masthead: [0, 0, 1541, 144]
vidya-headline: ಉಚಿತ ಆರೋಗ್ಯ ಕಾರ್ಡ್ ವಿತರಣೆ: [48, 1248, 563, 1303]
karnataka-footer-emblem-icon: [789, 2296, 823, 2330]
bus-shape: [742, 463, 838, 507]
obituary-box: [48, 1996, 413, 2327]
story1-title: ಅಪಘಾತದ ಗಾಯಾಳು ಮೃತ್ಯು: [50, 230, 224, 251]
medicine-vial-icon: [875, 1626, 933, 1722]
wheel-icon: [1347, 1697, 1376, 1726]
obituary-label: ಶ್ರದ್ಧಾಂಜಲಿ: [70, 2003, 133, 2024]
ad-bottom-note: ಸಾರ್ವಜನಿಕ ಆಸ್ಪತ್ರೆಗಳನ್ನು ಸಬಲೀಕರಿಸುವ ಮತ್ತು ಹಿಂದುಳಿದವರನ್ನು ಸಶಕ್ತಗೊಳಿಸುವ ಸುಸ್ಥಿರ ಆರೋಗ್ಯ ವ್ಯವಸ್ಥೆಯತ್ತ ಬದ್ಧತೆ: [833, 2307, 1161, 2317]
highlight-1-list: [818, 1832, 1451, 1924]
cm-ad-name: ಶ್ರೀ ಸಿದ್ದರಾಮಯ್ಯ: [839, 1322, 892, 1333]
right-col-title: ಬಂಡಿಮಠ ನಿರೀಕ್ಷೆ...: [1276, 309, 1393, 329]
chief-guest-1-title: ಮಾನ್ಯ ಉಪಮುಖ್ಯಮಂತ್ರಿಗಳು, ಕರ್ನಾಟಕ ಸರ್ಕಾರ: [827, 1502, 948, 1511]
quote-2-text: ಕುದುರೆಮುಖ ರಾಷ್ಟ್ರೀಯ ಉದ್ಯಾನವನ ಹಾಗೂ ಇತರ ಅರಣ್ಯ ಪ್ರದೇಶಗಳಲ್ಲಿ ಇರುವ ಮಲೆಕುಡಿಯರು ಹಾಗೂ ಇತರ ಪಾರಂಪರಿಕ ಅರಣ್ಯವಾಸಿಗಳಿಗೆ ರಸ್ತೆ ಹಾಗೂ ವಿದ್ಯುತ್ ಸಂಪರ್ಕವನ್ನು ಒದಗಿಸಿಕೊಡಲು ಅರಣ್ಯ ಇಲಾಖೆ ಕಾನೂನುಗಳು ಅಡ್ಡಿಪಡಿಸುತ್ತಿವೆ. ಅರಣ್ಯ ಹಕ್ಕು ಕಾಯ್ದೆಯಲ್ಲಿ ಅವಕಾಶವಿದ್ದರೂ ಅರಣ್ಯ ಇಲಾಖೆ ಅಡ್ಡಿಪಡಿಸುತ್ತಿರುವುದರ ಕುರಿತು ಸಿಎಂ ಗಮನಕ್ಕೆ ತರುತ್ತೇವೆ.: [1049, 723, 1265, 838]
venue-label: ಸ್ಥಳ: [827, 1537, 839, 1548]
obituary-photo: [60, 2045, 214, 2227]
bus-stand-photo: [569, 309, 1039, 731]
quote-3: [1049, 1019, 1266, 1197]
lead-byline: [357, 305, 558, 320]
presiding-label: ಅಧ್ಯಕ್ಷತೆ: [1268, 1537, 1293, 1548]
